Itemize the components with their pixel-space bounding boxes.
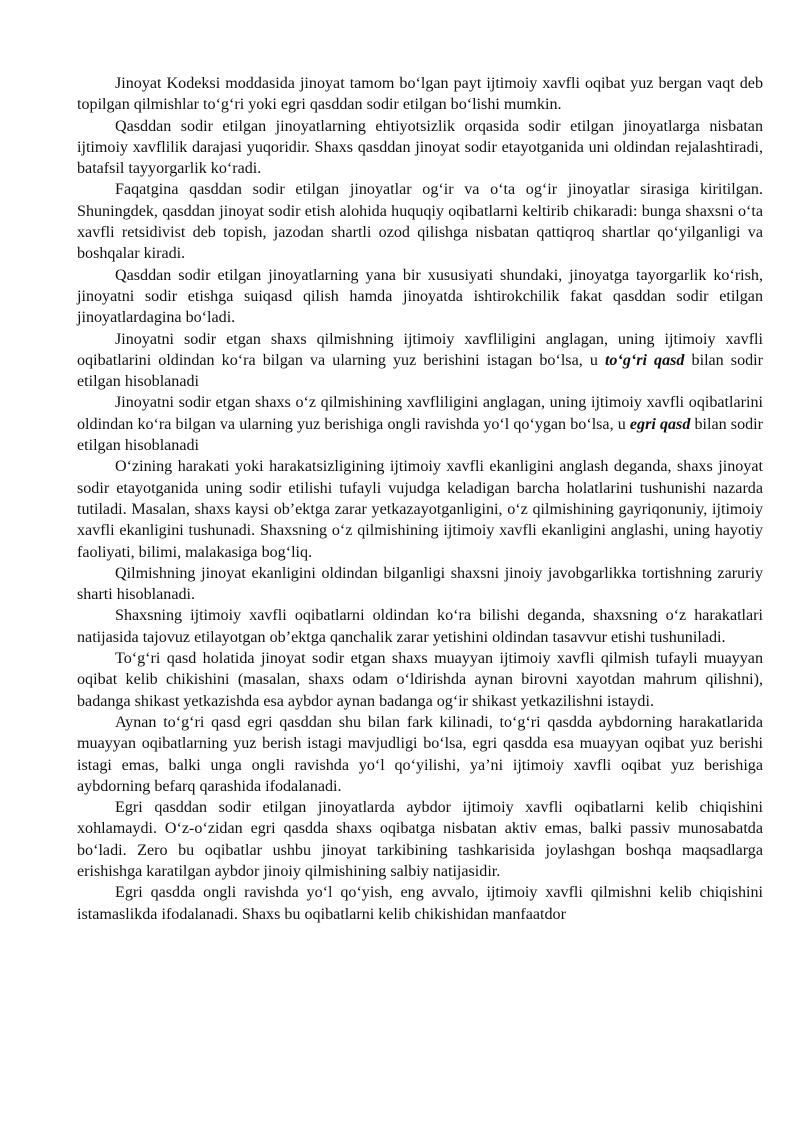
paragraph-3: Faqatgina qasddan sodir etilgan jinoyatlar og‘ir va o‘ta og‘ir jinoyatlar sirasiga kiritilgan. Shuningdek, qasddan jinoyat sodir etish alohida huquqiy oqibatlarni keltirib chikaradi: bunga shaxsni o‘ta xavfli retsidivist deb topish, jazodan shartli ozod qilishga nisbatan qattiqroq shartlar qo‘yilganligi va boshqalar kiradi. — [77, 181, 763, 263]
document-page — [77, 73, 763, 925]
paragraph-5-text-after: bilan sodir etilgan hisoblanadi — [77, 351, 763, 391]
paragraph-4: Qasddan sodir etilgan jinoyatlarning yana bir xususiyati shundaki, jinoyatga tayorgarlik ko‘rish, jinoyatni sodir etishga suiqasd qilish hamda jinoyatda ishtirokchilik fakat qasddan sodir etilgan jinoyatlardagina bo‘ladi. — [77, 266, 763, 327]
paragraph-1: Jinoyat Kodeksi moddasida jinoyat tamom bo‘lgan payt ijtimoiy xavfli oqibat yuz bergan vaqt deb topilgan qilmishlar to‘g‘ri yoki egri qasddan sodir etilgan bo‘lishi mumkin. — [77, 75, 763, 114]
paragraph-12: Egri qasddan sodir etilgan jinoyatlarda aybdor ijtimoiy xavfli oqibatlarni kelib chiqishini xohlamaydi. O‘z-o‘zidan egri qasdda shaxs oqibatga nisbatan aktiv emas, balki passiv munosabatda bo‘ladi. Zero bu oqibatlar ushbu jinoyat tarkibining tashkarisida joylashgan boshqa maqsadlarga erishishga karatilgan aybdor jinoiy qilmishining salbiy natijasidir. — [77, 799, 763, 880]
paragraph-13: Egri qasdda ongli ravishda yo‘l qo‘yish, eng avvalo, ijtimoiy xavfli qilmishni kelib chiqishini istamaslikda ifodalanadi. Shaxs bu oqibatlarni kelib chikishidan manfaatdor — [77, 884, 763, 923]
paragraph-6-text-before: Jinoyatni sodir etgan shaxs o‘z qilmishining xavfliligini anglagan, uning ijtimoiy xavfli oqibatlarini oldindan ko‘ra bilgan va ularning yuz berishiga ongli ravishda yo‘l qo‘ygan bo‘lsa, u — [77, 394, 763, 433]
paragraph-9: Shaxsning ijtimoiy xavfli oqibatlarni oldindan ko‘ra bilishi deganda, shaxsning o‘z harakatlari natijasida tajovuz etilayotgan ob’ektga qanchalik zarar yetishini oldindan tasavvur etishi tushuniladi. — [77, 607, 763, 646]
paragraph-2: Qasddan sodir etilgan jinoyatlarning ehtiyotsizlik orqasida sodir etilgan jinoyatlarga nisbatan ijtimoiy xavflilik darajasi yuqoridir. Shaxs qasddan jinoyat sodir etayotganida uni oldindan rejalashtiradi, batafsil tayyorgarlik ko‘radi. — [77, 117, 763, 178]
paragraph-11: Aynan to‘g‘ri qasd egri qasddan shu bilan fark kilinadi, to‘g‘ri qasdda aybdorning harakatlarida muayyan oqibatlarning yuz berish istagi mavjudligi bo‘lsa, egri qasdda esa muayyan oqibat yuz berishi istagi emas, balki unga ongli ravishda yo‘l qo‘yilishi, ya’ni ijtimoiy xavfli oqibat yuz berishiga aybdorning befarq qarashida ifodalanadi. — [77, 713, 763, 795]
paragraph-5 — [77, 329, 763, 393]
paragraph-5-text-before: Jinoyatni sodir etgan shaxs qilmishning ijtimoiy xavfliligini anglagan, uning ijtimoiy xavfli oqibatlarini oldindan ko‘ra bilgan va ularning yuz berishini istagan bo‘lsa, u — [77, 330, 763, 369]
paragraph-10: To‘g‘ri qasd holatida jinoyat sodir etgan shaxs muayyan ijtimoiy xavfli qilmish tufayli muayyan oqibat kelib chikishini (masalan, shaxs odam o‘ldirishda aynan birovni xayotdan mahrum qilishni), badanga shikast yetkazishda esa aybdor aynan badanga og‘ir shikast yetkazilishni istaydi. — [77, 650, 763, 710]
term-indirect-intent: egri qasd — [629, 415, 691, 433]
term-direct-intent: to‘g‘ri qasd — [604, 351, 685, 369]
paragraph-8: Qilmishning jinoyat ekanligini oldindan bilganligi shaxsni jinoiy javobgarlikka tortishning zaruriy sharti hisoblanadi. — [77, 564, 763, 604]
paragraph-7: O‘zining harakati yoki harakatsizligining ijtimoiy xavfli ekanligini anglash deganda, shaxs jinoyat sodir etayotganida uning sodir etilishi tufayli vujudga keladigan barcha holatlarini tushunishi nazarda tutiladi. Masalan, shaxs kaysi ob’ektga zarar yetkazayotganligini, o‘z qilmishining gayriqonuniy, ijtimoiy xavfli ekanligini tushunadi. Shaxsning o‘z qilmishining ijtimoiy xavfli ekanligini anglashi, uning hayotiy faoliyati, bilimi, malakasiga bog‘liq. — [77, 458, 763, 561]
paragraph-6 — [77, 392, 763, 456]
paragraph-6-text-after: bilan sodir etilgan hisoblanadi — [77, 415, 763, 455]
